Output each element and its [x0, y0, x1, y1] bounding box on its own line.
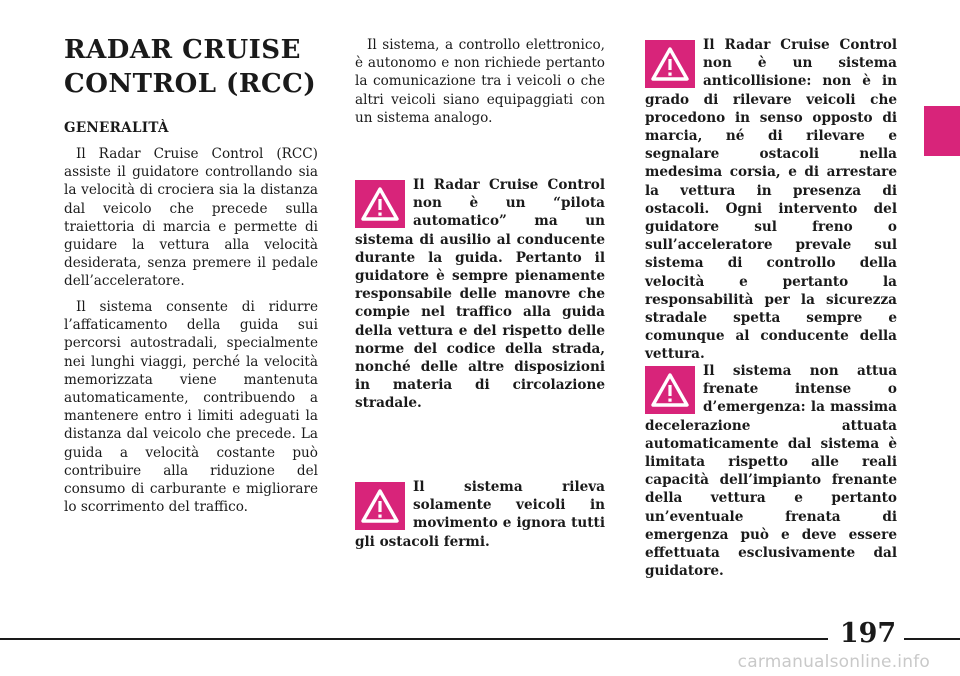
warning-text: Il sistema non attua frenate intense o d’emergenza: la massima decelerazione attuata automaticamente dal sistema è limitata rispetto alle reali capacità dell’impianto frenante della vettura e pertanto un’eventuale frenata di emergenza può e deve essere effettuata esclusivamente dal guidatore.: [645, 363, 897, 580]
warning-block-braking: [645, 362, 897, 580]
page-number: 197: [839, 618, 897, 649]
body-paragraph-2: Il sistema consente di ridurre l’affaticamento della guida sui percorsi autostradali, specialmente nei lunghi viaggi, perché la velocità memorizzata viene mantenuta automaticamente, contribuendo a mantenere entro i limiti adeguati la distanza dal veicolo che precede. La guida a velocità costante può contribuire alla riduzione del consumo di carburante e migliorare lo scorrimento del traffico.: [64, 299, 318, 516]
warning-block-moving-vehicles: [355, 478, 605, 551]
footer-rule: [0, 638, 828, 640]
watermark: carmanualsonline.info: [737, 652, 930, 672]
page-title: [64, 33, 324, 101]
chapter-tab-marker: [924, 106, 960, 156]
warning-triangle-icon: [645, 40, 695, 88]
warning-text: Il sistema rileva solamente veicoli in movimento e ignora tutti gli ostacoli fermi.: [355, 479, 605, 550]
body-paragraph-intro: Il sistema, a controllo elettronico, è autonomo e non richiede pertanto la comunicazione tra i veicoli o che altri veicoli siano equipaggiati con un sistema analogo.: [355, 37, 605, 126]
title-line-2: CONTROL (RCC): [64, 69, 317, 99]
body-paragraph-1: Il Radar Cruise Control (RCC) assiste il guidatore controllando sia la velocità di crociera sia la distanza dal veicolo che precede sulla traiettoria di marcia e permette di guidare la vettura alla velocità desiderata, senza premere il pedale dell’acceleratore.: [64, 146, 318, 290]
warning-triangle-icon: [355, 482, 405, 530]
warning-block-autopilot: [355, 176, 605, 413]
section-heading: GENERALITÀ: [64, 120, 169, 136]
footer-rule-right: [904, 638, 960, 640]
warning-triangle-icon: [355, 180, 405, 228]
title-line-1: RADAR CRUISE: [64, 35, 301, 65]
warning-block-anticollision: [645, 36, 897, 364]
warning-text: Il Radar Cruise Control non è un “pilota automatico” ma un sistema di ausilio al conducente durante la guida. Pertanto il guidatore è sempre pienamente responsabile delle manovre che compie nel traffico alla guida della vettura e del rispetto delle norme del codice della strada, nonché delle altre disposizioni in materia di circolazione stradale.: [355, 177, 605, 412]
warning-text: Il Radar Cruise Control non è un sistema anticollisione: non è in grado di rilevare veicoli che procedono in senso opposto di marcia, né di rilevare e segnalare ostacoli nella medesima corsia, e di arrestare la vettura in presenza di ostacoli. Ogni intervento del guidatore sul freno o sull’acceleratore prevale sul sistema di controllo della velocità e pertanto la responsabilità per la sicurezza stradale spetta sempre e comunque al conducente della vettura.: [645, 37, 897, 363]
warning-triangle-icon: [645, 366, 695, 414]
